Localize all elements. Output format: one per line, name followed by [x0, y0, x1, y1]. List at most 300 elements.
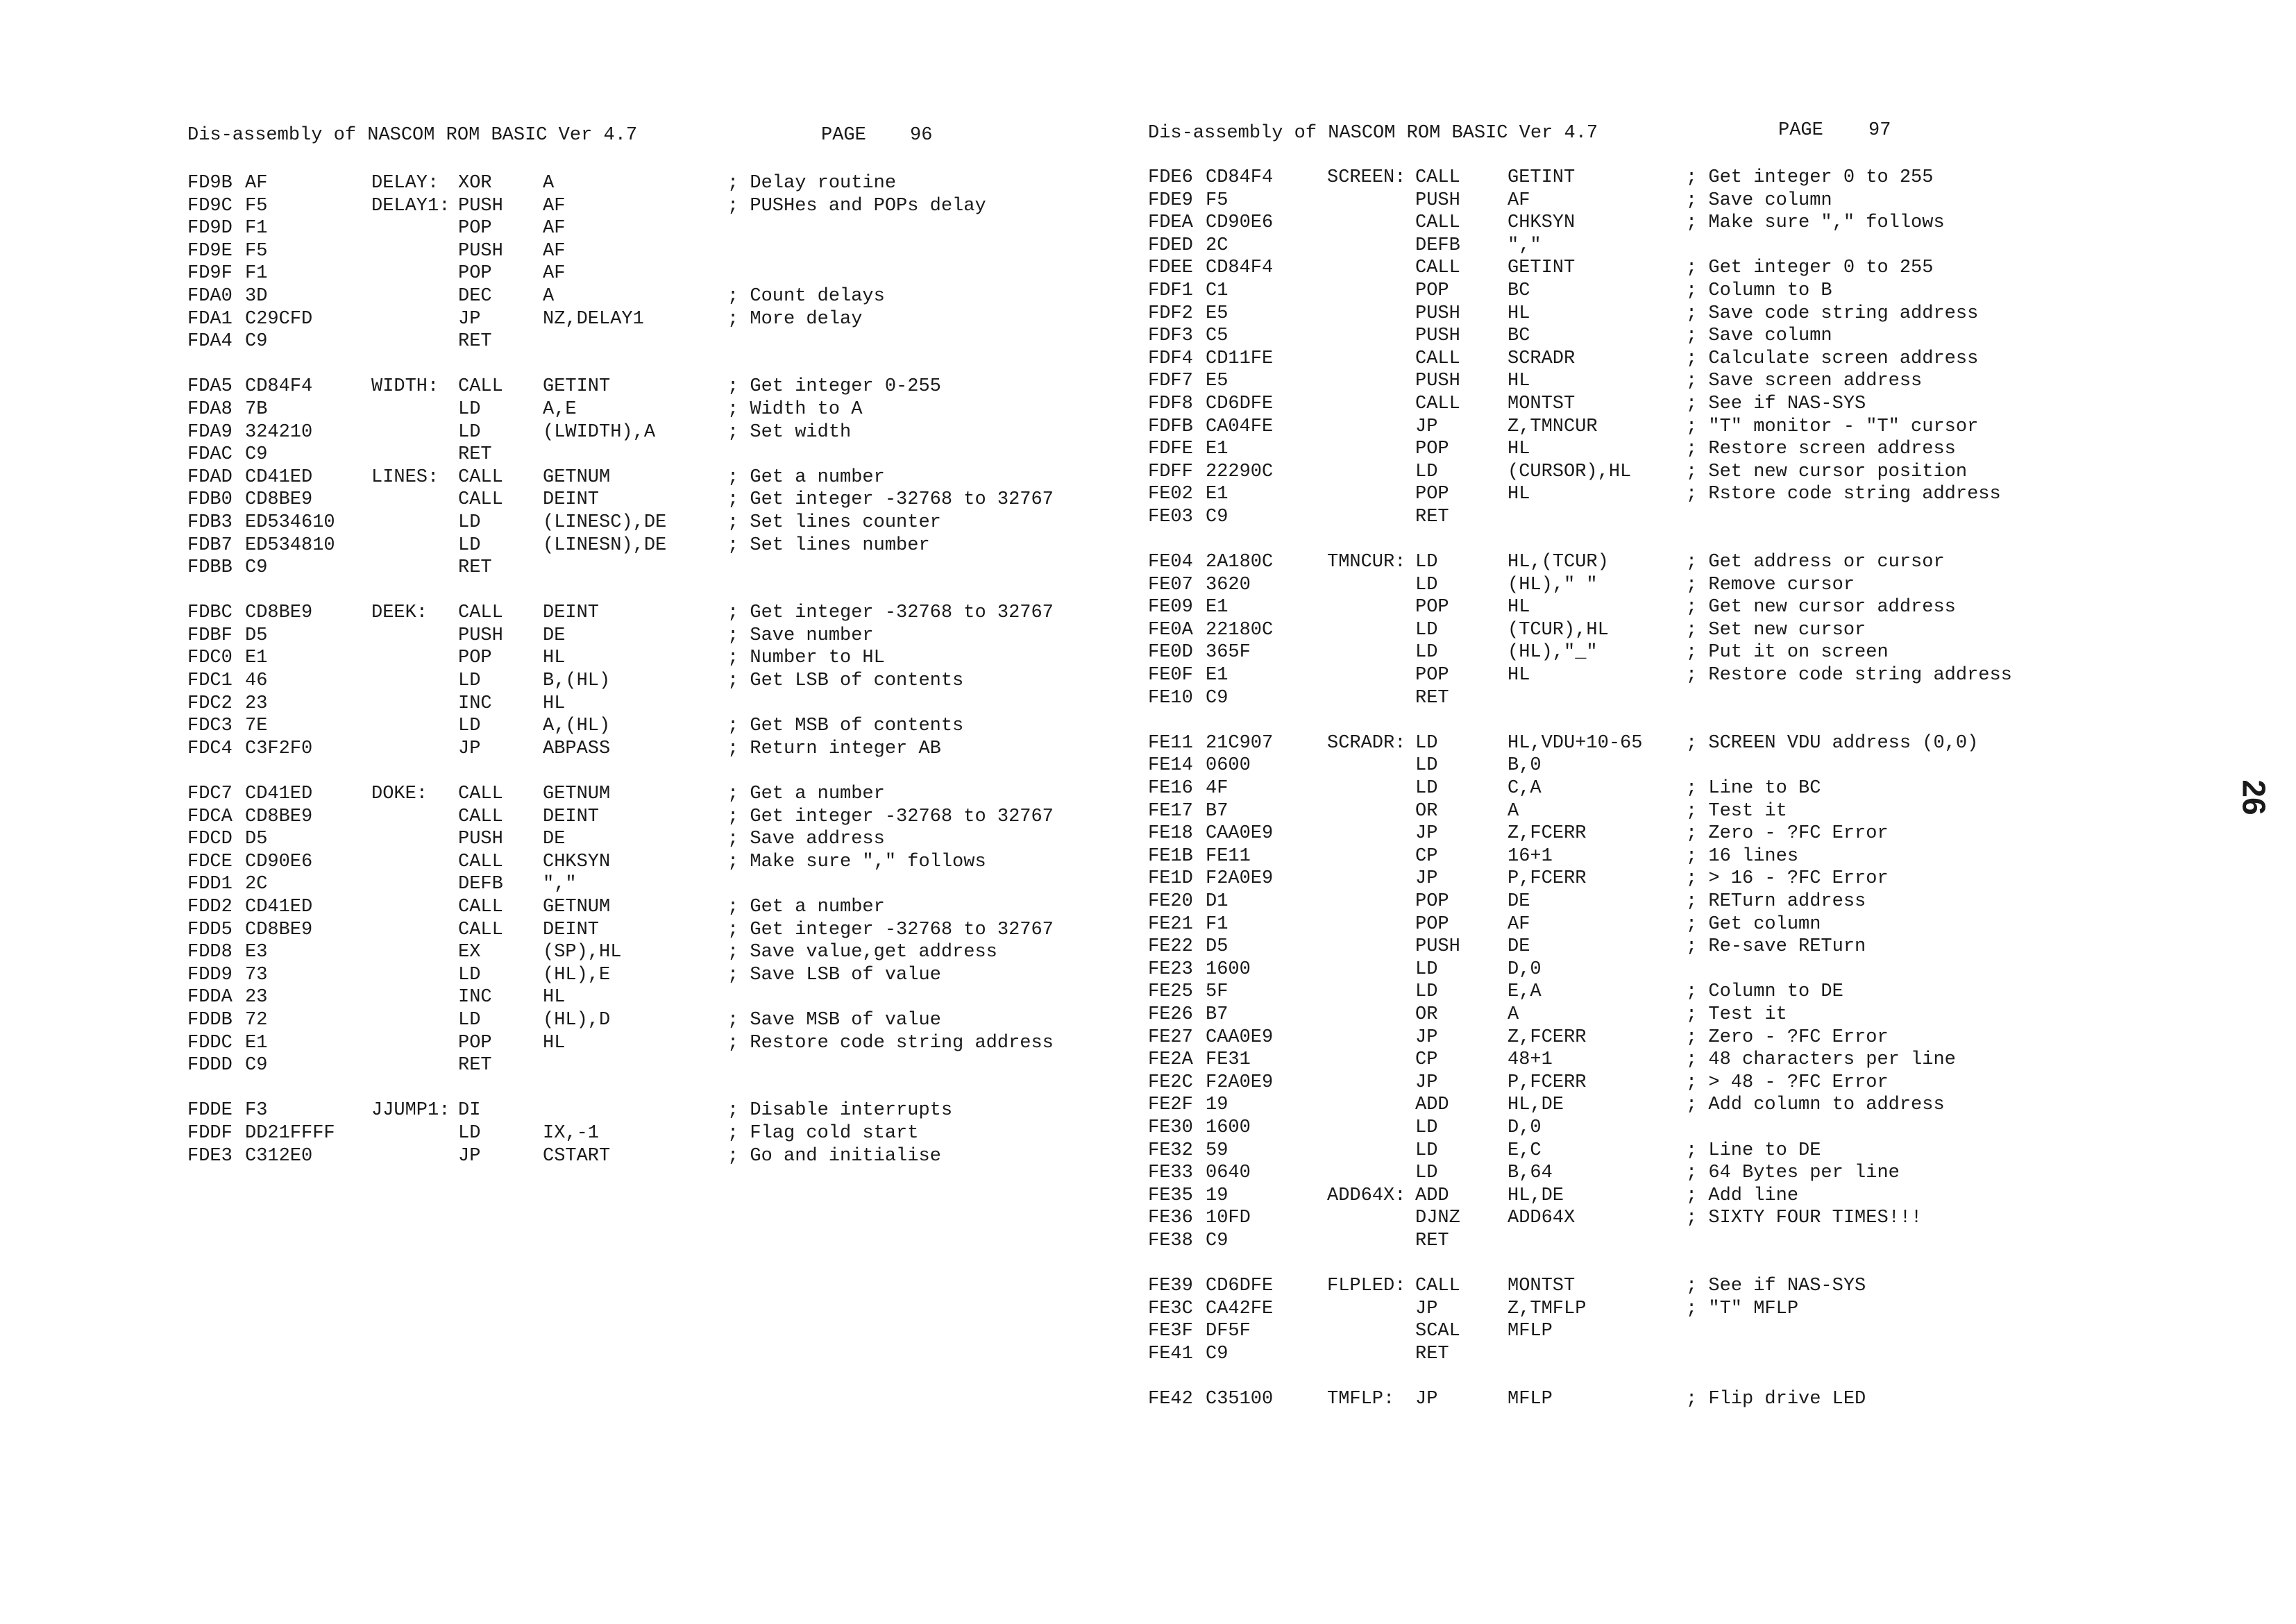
comment-cell: ; Get integer 0-255 [727, 376, 941, 398]
machine-code-cell: 0640 [1206, 1162, 1251, 1184]
machine-code-cell: ED534810 [245, 534, 335, 556]
mnemonic-cell: CALL [458, 784, 503, 805]
mnemonic-cell: LD [1415, 778, 1438, 800]
address-cell: FDDB [187, 1009, 233, 1031]
operand-cell: B,0 [1508, 755, 1542, 777]
address-cell: FE35 [1148, 1185, 1193, 1206]
comment-cell: ; Get column [1686, 913, 1821, 935]
right-page [1148, 0, 2296, 1624]
mnemonic-cell: CALL [1415, 348, 1460, 369]
mnemonic-cell: LD [1415, 1117, 1438, 1138]
operand-cell: (CURSOR),HL [1508, 461, 1632, 482]
comment-cell: ; Number to HL [727, 648, 885, 669]
address-cell: FDE3 [187, 1145, 233, 1167]
comment-cell: ; Set new cursor position [1686, 461, 1968, 482]
address-cell: FE16 [1148, 778, 1193, 800]
mnemonic-cell: POP [1415, 439, 1449, 460]
address-cell: FE30 [1148, 1117, 1193, 1138]
address-cell: FDBC [187, 602, 233, 624]
address-cell: FDBB [187, 557, 233, 579]
operand-cell: (LWIDTH),A [543, 421, 656, 443]
comment-cell: ; More delay [727, 308, 863, 330]
operand-cell: HL [1508, 439, 1530, 460]
mnemonic-cell: LD [458, 398, 481, 420]
machine-code-cell: F2A0E9 [1206, 1072, 1274, 1093]
mnemonic-cell: LD [1415, 574, 1438, 595]
machine-code-cell: C9 [1206, 1343, 1229, 1364]
mnemonic-cell: CALL [458, 489, 503, 511]
address-cell: FDDC [187, 1032, 233, 1054]
operand-cell: HL [1508, 371, 1530, 392]
mnemonic-cell: LD [458, 670, 481, 692]
comment-cell: ; 48 characters per line [1686, 1049, 1956, 1071]
mnemonic-cell: CALL [458, 466, 503, 488]
machine-code-cell: CD84F4 [1206, 257, 1274, 279]
machine-code-cell: CA04FE [1206, 416, 1274, 437]
machine-code-cell: DF5F [1206, 1321, 1251, 1342]
machine-code-cell: F3 [245, 1100, 268, 1122]
comment-cell: ; Return integer AB [727, 738, 941, 759]
operand-cell: GETINT [543, 376, 611, 398]
address-cell: FDA1 [187, 308, 233, 330]
comment-cell: ; RETurn address [1686, 891, 1866, 912]
address-cell: FE39 [1148, 1276, 1193, 1297]
mnemonic-cell: CP [1415, 845, 1438, 867]
page-title: Dis-assembly of NASCOM ROM BASIC Ver 4.7 [1148, 123, 1598, 144]
operand-cell: GETNUM [543, 784, 611, 805]
machine-code-cell: F2A0E9 [1206, 868, 1274, 890]
mnemonic-cell: RET [458, 444, 492, 466]
mnemonic-cell: JP [1415, 823, 1438, 845]
mnemonic-cell: PUSH [458, 625, 503, 646]
mnemonic-cell: POP [1415, 484, 1449, 505]
address-cell: FDAD [187, 466, 233, 488]
operand-cell: HL [1508, 665, 1530, 686]
comment-cell: ; Column to B [1686, 280, 1832, 301]
mnemonic-cell: SCAL [1415, 1321, 1460, 1342]
label-cell: DEEK: [371, 602, 428, 624]
address-cell: FDCA [187, 806, 233, 827]
operand-cell: E,C [1508, 1140, 1542, 1161]
address-cell: FE42 [1148, 1389, 1193, 1410]
machine-code-cell: 365F [1206, 642, 1251, 663]
address-cell: FDC7 [187, 784, 233, 805]
address-cell: FE14 [1148, 755, 1193, 777]
operand-cell: HL [543, 648, 566, 669]
mnemonic-cell: JP [1415, 1298, 1438, 1319]
address-cell: FD9B [187, 173, 233, 194]
page-title: Dis-assembly of NASCOM ROM BASIC Ver 4.7 [187, 125, 638, 146]
operand-cell: DE [543, 829, 566, 850]
mnemonic-cell: LD [1415, 461, 1438, 482]
comment-cell: ; Delay routine [727, 173, 897, 194]
mnemonic-cell: RET [1415, 506, 1449, 527]
operand-cell: B,64 [1508, 1162, 1553, 1184]
operand-cell: E,A [1508, 981, 1542, 1003]
operand-cell: A [543, 173, 555, 194]
machine-code-cell: CD41ED [245, 466, 313, 488]
address-cell: FE07 [1148, 574, 1193, 595]
address-cell: FE0A [1148, 619, 1193, 641]
mnemonic-cell: LD [1415, 642, 1438, 663]
mnemonic-cell: EX [458, 942, 481, 963]
operand-cell: CSTART [543, 1145, 611, 1167]
mnemonic-cell: POP [458, 218, 492, 239]
operand-cell: CHKSYN [543, 851, 611, 872]
mnemonic-cell: LD [1415, 755, 1438, 777]
mnemonic-cell: JP [1415, 416, 1438, 437]
mnemonic-cell: JP [1415, 868, 1438, 890]
machine-code-cell: FE11 [1206, 845, 1251, 867]
label-cell: JJUMP1: [371, 1100, 450, 1122]
address-cell: FD9D [187, 218, 233, 239]
operand-cell: DEINT [543, 806, 600, 827]
comment-cell: ; Count delays [727, 285, 885, 307]
address-cell: FDEA [1148, 212, 1193, 234]
mnemonic-cell: CALL [458, 919, 503, 940]
operand-cell: GETNUM [543, 897, 611, 917]
mnemonic-cell: POP [458, 648, 492, 669]
machine-code-cell: C312E0 [245, 1145, 313, 1167]
operand-cell: Z,TMFLP [1508, 1298, 1587, 1319]
machine-code-cell: 2A180C [1206, 552, 1274, 573]
comment-cell: ; Go and initialise [727, 1145, 941, 1167]
address-cell: FDAC [187, 444, 233, 466]
machine-code-cell: F5 [245, 240, 268, 262]
machine-code-cell: 59 [1206, 1140, 1229, 1161]
operand-cell: AF [1508, 913, 1530, 935]
machine-code-cell: CAA0E9 [1206, 823, 1274, 845]
operand-cell: (LINESC),DE [543, 511, 667, 533]
address-cell: FDF3 [1148, 325, 1193, 347]
comment-cell: ; Get new cursor address [1686, 597, 1956, 618]
machine-code-cell: 22180C [1206, 619, 1274, 641]
operand-cell: (TCUR),HL [1508, 619, 1609, 641]
machine-code-cell: CD8BE9 [245, 602, 313, 624]
comment-cell: ; Test it [1686, 800, 1787, 822]
comment-cell: ; Column to DE [1686, 981, 1843, 1003]
comment-cell: ; Set lines counter [727, 511, 941, 533]
operand-cell: DEINT [543, 602, 600, 624]
machine-code-cell: ED534610 [245, 511, 335, 533]
machine-code-cell: 23 [245, 987, 268, 1008]
comment-cell: ; Get integer -32768 to 32767 [727, 919, 1054, 940]
operand-cell: D,0 [1508, 958, 1542, 980]
mnemonic-cell: LD [458, 421, 481, 443]
address-cell: FDED [1148, 235, 1193, 256]
address-cell: FDC4 [187, 738, 233, 759]
machine-code-cell: C29CFD [245, 308, 313, 330]
machine-code-cell: CD90E6 [245, 851, 313, 872]
mnemonic-cell: CP [1415, 1049, 1438, 1071]
mnemonic-cell: CALL [458, 806, 503, 827]
machine-code-cell: C9 [245, 557, 268, 579]
comment-cell: ; Zero - ?FC Error [1686, 823, 1889, 845]
mnemonic-cell: DEFB [458, 874, 503, 895]
operand-cell: BC [1508, 280, 1530, 301]
machine-code-cell: D5 [1206, 936, 1229, 958]
machine-code-cell: CD6DFE [1206, 393, 1274, 414]
comment-cell: ; Re-save RETurn [1686, 936, 1866, 958]
machine-code-cell: CA42FE [1206, 1298, 1274, 1319]
mnemonic-cell: PUSH [1415, 371, 1460, 392]
machine-code-cell: B7 [1206, 1004, 1229, 1025]
machine-code-cell: 7E [245, 716, 268, 737]
machine-code-cell: CD84F4 [1206, 167, 1274, 188]
operand-cell: (HL),D [543, 1009, 611, 1031]
mnemonic-cell: POP [1415, 665, 1449, 686]
machine-code-cell: E1 [245, 648, 268, 669]
address-cell: FDF7 [1148, 371, 1193, 392]
label-cell: SCRADR: [1327, 732, 1406, 754]
label-cell: DOKE: [371, 784, 428, 805]
mnemonic-cell: JP [458, 308, 481, 330]
address-cell: FE23 [1148, 958, 1193, 980]
address-cell: FE18 [1148, 823, 1193, 845]
machine-code-cell: 7B [245, 398, 268, 420]
mnemonic-cell: ADD [1415, 1185, 1449, 1206]
operand-cell: (SP),HL [543, 942, 622, 963]
comment-cell: ; Width to A [727, 398, 863, 420]
operand-cell: MONTST [1508, 1276, 1576, 1297]
address-cell: FE25 [1148, 981, 1193, 1003]
comment-cell: ; Rstore code string address [1686, 484, 2001, 505]
machine-code-cell: C9 [1206, 687, 1229, 709]
mnemonic-cell: CALL [458, 897, 503, 917]
address-cell: FE33 [1148, 1162, 1193, 1184]
mnemonic-cell: LD [458, 534, 481, 556]
address-cell: FE02 [1148, 484, 1193, 505]
mnemonic-cell: CALL [1415, 212, 1460, 234]
label-cell: ADD64X: [1327, 1185, 1406, 1206]
operand-cell: HL [1508, 597, 1530, 618]
machine-code-cell: C1 [1206, 280, 1229, 301]
operand-cell: ABPASS [543, 738, 611, 759]
comment-cell: ; SCREEN VDU address (0,0) [1686, 732, 1979, 754]
mnemonic-cell: PUSH [458, 195, 503, 217]
address-cell: FDD2 [187, 897, 233, 917]
operand-cell: "," [543, 874, 577, 895]
address-cell: FDD1 [187, 874, 233, 895]
machine-code-cell: E1 [1206, 484, 1229, 505]
mnemonic-cell: INC [458, 987, 492, 1008]
comment-cell: ; 16 lines [1686, 845, 1799, 867]
comment-cell: ; Zero - ?FC Error [1686, 1026, 1889, 1048]
operand-cell: (HL)," " [1508, 574, 1598, 595]
comment-cell: ; Get a number [727, 897, 885, 917]
operand-cell: AF [543, 263, 566, 285]
address-cell: FDCE [187, 851, 233, 872]
comment-cell: ; Save code string address [1686, 303, 1979, 324]
comment-cell: ; Disable interrupts [727, 1100, 953, 1122]
comment-cell: ; Restore code string address [727, 1032, 1054, 1054]
mnemonic-cell: ADD [1415, 1094, 1449, 1116]
mnemonic-cell: JP [458, 1145, 481, 1167]
comment-cell: ; PUSHes and POPs delay [727, 195, 986, 217]
mnemonic-cell: LD [458, 511, 481, 533]
address-cell: FE3C [1148, 1298, 1193, 1319]
mnemonic-cell: RET [1415, 687, 1449, 709]
address-cell: FE0F [1148, 665, 1193, 686]
operand-cell: A,(HL) [543, 716, 611, 737]
address-cell: FDE9 [1148, 189, 1193, 211]
address-cell: FDF4 [1148, 348, 1193, 369]
comment-cell: ; Get integer -32768 to 32767 [727, 806, 1054, 827]
machine-code-cell: C3F2F0 [245, 738, 313, 759]
machine-code-cell: E5 [1206, 303, 1229, 324]
comment-cell: ; Calculate screen address [1686, 348, 1979, 369]
operand-cell: D,0 [1508, 1117, 1542, 1138]
mnemonic-cell: PUSH [458, 829, 503, 850]
machine-code-cell: D5 [245, 829, 268, 850]
comment-cell: ; Get MSB of contents [727, 716, 964, 737]
comment-cell: ; Make sure "," follows [1686, 212, 1945, 234]
machine-code-cell: 4F [1206, 778, 1229, 800]
operand-cell: HL [1508, 484, 1530, 505]
address-cell: FDDD [187, 1055, 233, 1076]
label-cell: FLPLED: [1327, 1276, 1406, 1297]
address-cell: FE26 [1148, 1004, 1193, 1025]
machine-code-cell: 22290C [1206, 461, 1274, 482]
mnemonic-cell: PUSH [458, 240, 503, 262]
comment-cell: ; Flag cold start [727, 1122, 919, 1144]
page-number: 97 [1868, 120, 1891, 141]
operand-cell: HL [543, 693, 566, 714]
address-cell: FDA0 [187, 285, 233, 307]
operand-cell: DE [1508, 936, 1530, 958]
machine-code-cell: 19 [1206, 1185, 1229, 1206]
mnemonic-cell: JP [1415, 1026, 1438, 1048]
mnemonic-cell: LD [1415, 981, 1438, 1003]
comment-cell: ; Make sure "," follows [727, 851, 986, 872]
address-cell: FE17 [1148, 800, 1193, 822]
machine-code-cell: 21C907 [1206, 732, 1274, 754]
operand-cell: Z,TMNCUR [1508, 416, 1598, 437]
comment-cell: ; Add line [1686, 1185, 1799, 1206]
address-cell: FD9C [187, 195, 233, 217]
operand-cell: AF [543, 240, 566, 262]
sheet-number: 26 [2236, 779, 2272, 815]
mnemonic-cell: CALL [458, 851, 503, 872]
page-label: PAGE [821, 125, 866, 146]
operand-cell: MFLP [1508, 1389, 1553, 1410]
mnemonic-cell: DEC [458, 285, 492, 307]
comment-cell: ; Add column to address [1686, 1094, 1945, 1116]
comment-cell: ; Save column [1686, 189, 1832, 211]
address-cell: FE10 [1148, 687, 1193, 709]
comment-cell: ; > 48 - ?FC Error [1686, 1072, 1889, 1093]
address-cell: FDC0 [187, 648, 233, 669]
machine-code-cell: E1 [1206, 665, 1229, 686]
machine-code-cell: E3 [245, 942, 268, 963]
mnemonic-cell: LD [458, 1122, 481, 1144]
mnemonic-cell: RET [458, 1055, 492, 1076]
operand-cell: GETINT [1508, 167, 1576, 188]
machine-code-cell: C9 [1206, 506, 1229, 527]
comment-cell: ; Save screen address [1686, 371, 1923, 392]
machine-code-cell: F1 [245, 263, 268, 285]
address-cell: FE1B [1148, 845, 1193, 867]
mnemonic-cell: LD [1415, 552, 1438, 573]
machine-code-cell: B7 [1206, 800, 1229, 822]
mnemonic-cell: PUSH [1415, 936, 1460, 958]
machine-code-cell: CD41ED [245, 784, 313, 805]
operand-cell: "," [1508, 235, 1542, 256]
address-cell: FDD5 [187, 919, 233, 940]
machine-code-cell: D5 [245, 625, 268, 646]
comment-cell: ; Save LSB of value [727, 964, 941, 986]
comment-cell: ; "T" MFLP [1686, 1298, 1799, 1319]
address-cell: FE20 [1148, 891, 1193, 912]
operand-cell: Z,FCERR [1508, 823, 1587, 845]
operand-cell: DE [543, 625, 566, 646]
mnemonic-cell: POP [1415, 597, 1449, 618]
mnemonic-cell: DI [458, 1100, 481, 1122]
mnemonic-cell: LD [1415, 1140, 1438, 1161]
machine-code-cell: 73 [245, 964, 268, 986]
mnemonic-cell: CALL [1415, 167, 1460, 188]
operand-cell: CHKSYN [1508, 212, 1576, 234]
operand-cell: HL [543, 1032, 566, 1054]
comment-cell: ; Test it [1686, 1004, 1787, 1025]
address-cell: FDD9 [187, 964, 233, 986]
machine-code-cell: DD21FFFF [245, 1122, 335, 1144]
address-cell: FE1D [1148, 868, 1193, 890]
machine-code-cell: E1 [245, 1032, 268, 1054]
machine-code-cell: F5 [245, 195, 268, 217]
comment-cell: ; "T" monitor - "T" cursor [1686, 416, 1979, 437]
page-label: PAGE [1778, 120, 1823, 141]
address-cell: FE2C [1148, 1072, 1193, 1093]
comment-cell: ; See if NAS-SYS [1686, 393, 1866, 414]
address-cell: FDFB [1148, 416, 1193, 437]
machine-code-cell: C35100 [1206, 1389, 1274, 1410]
machine-code-cell: C9 [245, 1055, 268, 1076]
label-cell: DELAY1: [371, 195, 450, 217]
machine-code-cell: CD8BE9 [245, 806, 313, 827]
address-cell: FE09 [1148, 597, 1193, 618]
address-cell: FE0D [1148, 642, 1193, 663]
address-cell: FDFF [1148, 461, 1193, 482]
operand-cell: HL,(TCUR) [1508, 552, 1609, 573]
machine-code-cell: D1 [1206, 891, 1229, 912]
operand-cell: ADD64X [1508, 1208, 1576, 1229]
operand-cell: 48+1 [1508, 1049, 1553, 1071]
comment-cell: ; Set lines number [727, 534, 930, 556]
operand-cell: SCRADR [1508, 348, 1576, 369]
address-cell: FDB3 [187, 511, 233, 533]
machine-code-cell: 2C [1206, 235, 1229, 256]
comment-cell: ; Get a number [727, 784, 885, 805]
machine-code-cell: CD41ED [245, 897, 313, 917]
address-cell: FDA8 [187, 398, 233, 420]
address-cell: FE22 [1148, 936, 1193, 958]
comment-cell: ; Save value,get address [727, 942, 997, 963]
comment-cell: ; See if NAS-SYS [1686, 1276, 1866, 1297]
mnemonic-cell: CALL [1415, 257, 1460, 279]
comment-cell: ; Get address or cursor [1686, 552, 1945, 573]
comment-cell: ; Save number [727, 625, 874, 646]
operand-cell: A [543, 285, 555, 307]
address-cell: FDB7 [187, 534, 233, 556]
operand-cell: (HL),E [543, 964, 611, 986]
address-cell: FDBF [187, 625, 233, 646]
comment-cell: ; Get integer -32768 to 32767 [727, 489, 1054, 511]
mnemonic-cell: LD [458, 716, 481, 737]
address-cell: FD9E [187, 240, 233, 262]
address-cell: FE2A [1148, 1049, 1193, 1071]
mnemonic-cell: CALL [458, 376, 503, 398]
